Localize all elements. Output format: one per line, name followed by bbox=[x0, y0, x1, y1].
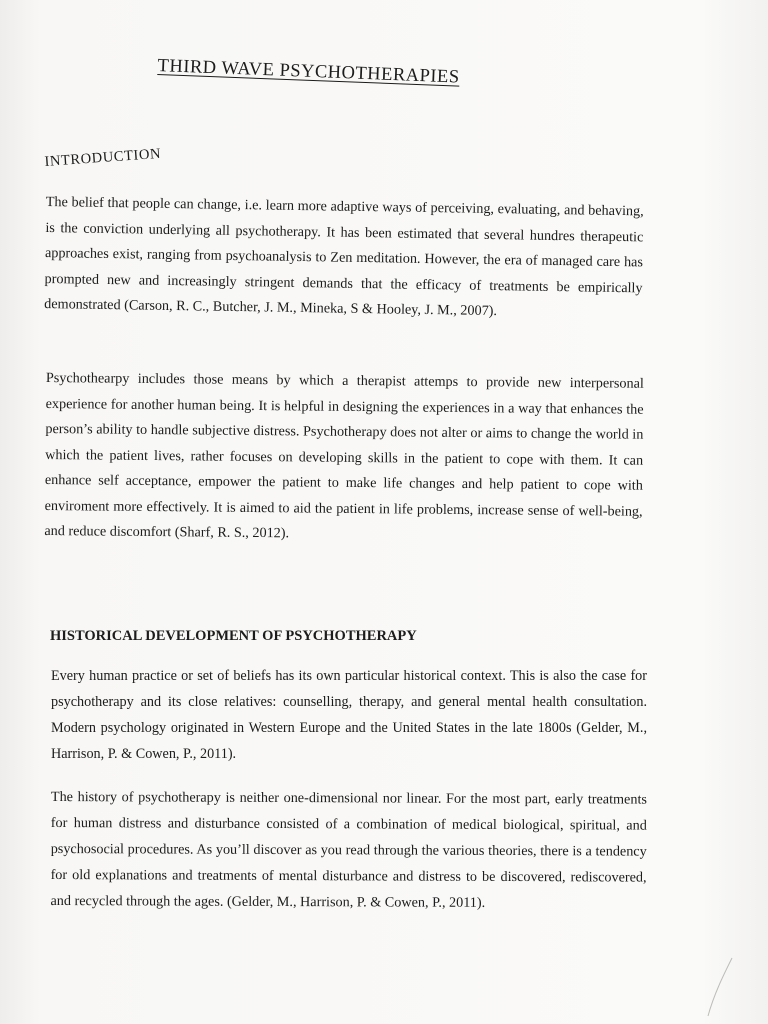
document-title: THIRD WAVE PSYCHOTHERAPIES bbox=[157, 56, 460, 88]
section-heading-introduction: INTRODUCTION bbox=[44, 145, 162, 170]
section-heading-historical-development: HISTORICAL DEVELOPMENT OF PSYCHOTHERAPY bbox=[50, 628, 417, 644]
pen-stroke-mark bbox=[698, 954, 738, 1024]
intro-paragraph-1: The belief that people can change, i.e. learn more adaptive ways of perceiving, evaluating, and behaving, is the conviction underlying all psychotherapy. It has been estimated that several hundres therapeutic approaches exist, ranging from psychoanalysis to Zen meditation. However, the era of managed care has prompted new and increasingly stringent demands that the efficacy of treatments be empirically demonstrated (Carson, R. C., Butcher, J. M., Mineka, S & Hooley, J. M., 2007). bbox=[44, 193, 644, 320]
history-paragraph-1: Every human practice or set of beliefs has its own particular historical context. This is also the case for psychotherapy and its close relatives: counselling, therapy, and general mental health consultation. Modern psychology originated in Western Europe and the United States in the late 1800s (Gelder, M., Harrison, P. & Cowen, P., 2011). bbox=[51, 668, 647, 762]
history-paragraph-2: The history of psychotherapy is neither one-dimensional nor linear. For the most part, early treatments for human distress and disturbance consisted of a combination of medical biological, spiritual, and psychosocial procedures. As you’ll discover as you read through the various theories, there is a tendency for old explanations and treatments of mental disturbance and distress to be discovered, rediscovered, and recycled through the ages. (Gelder, M., Harrison, P. & Cowen, P., 2011). bbox=[50, 788, 647, 911]
intro-paragraph-2: Psychothearpy includes those means by which a therapist attemps to provide new interpersonal experience for another human being. It is helpful in designing the experiences in a way that enhances the person’s ability to handle subjective distress. Psychotherapy does not alter or aims to change the world in which the patient lives, rather focuses on developing skills in the patient to cope with them. It can enhance self acceptance, empower the patient to make life changes and help patient to cope with enviroment more effectively. It is aimed to aid the patient in life problems, increase sense of well-being, and reduce discomfort (Sharf, R. S., 2012). bbox=[44, 369, 644, 542]
